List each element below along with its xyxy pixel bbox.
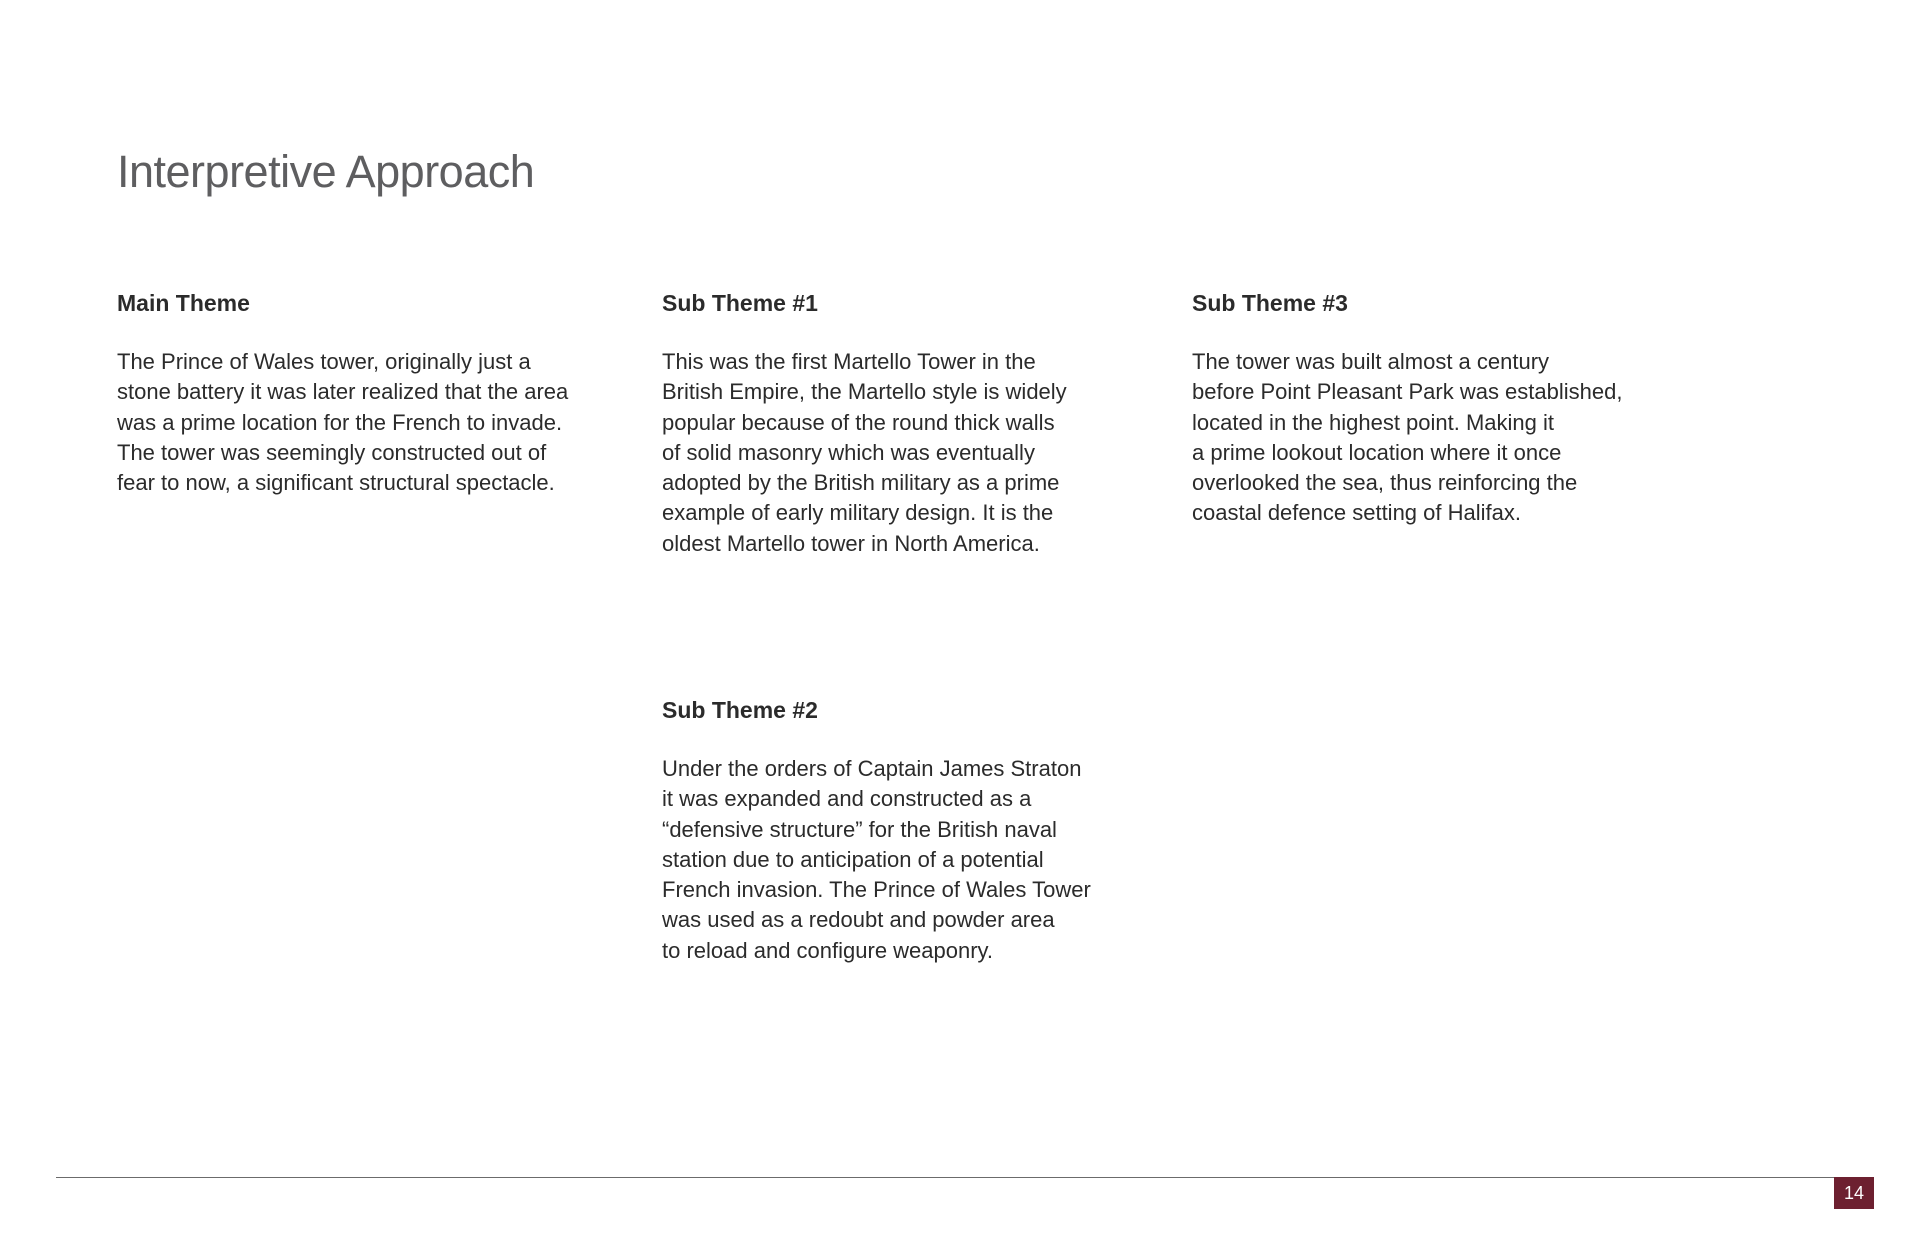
footer-divider — [56, 1177, 1872, 1178]
page-title: Interpretive Approach — [117, 146, 535, 197]
body-line: of solid masonry which was eventually — [662, 439, 1035, 465]
body-line: overlooked the sea, thus reinforcing the — [1192, 470, 1578, 496]
body-line: was used as a redoubt and powder area — [662, 907, 1055, 933]
body-line: Under the orders of Captain James Straton — [662, 756, 1082, 781]
sub-theme-3-heading: Sub Theme #3 — [1192, 290, 1348, 316]
sub-theme-2-body — [662, 754, 1091, 966]
body-line: French invasion. The Prince of Wales Tower — [662, 877, 1091, 903]
main-theme-heading: Main Theme — [117, 290, 250, 316]
main-theme-body — [117, 347, 568, 498]
body-line: adopted by the British military as a prime — [662, 470, 1060, 496]
body-line: was a prime location for the French to invade. — [117, 409, 563, 435]
body-line: it was expanded and constructed as a — [662, 786, 1032, 812]
body-line: a prime lookout location where it once — [1192, 439, 1562, 465]
sub-theme-3-section — [1192, 290, 1622, 529]
body-line: located in the highest point. Making it — [1192, 409, 1555, 435]
body-line: to reload and configure weaponry. — [662, 937, 994, 963]
body-line: example of early military design. It is the — [662, 500, 1054, 526]
body-line: oldest Martello tower in North America. — [662, 530, 1040, 556]
body-line: coastal defence setting of Halifax. — [1192, 500, 1521, 526]
body-line: British Empire, the Martello style is widely — [662, 379, 1067, 405]
sub-theme-2-section — [662, 697, 1091, 966]
body-line: The tower was built almost a century — [1192, 349, 1550, 374]
page-number-badge: 14 — [1834, 1177, 1874, 1209]
body-line: stone battery it was later realized that the area — [117, 379, 569, 405]
sub-theme-1-section — [662, 290, 1067, 559]
body-line: popular because of the round thick walls — [662, 409, 1055, 435]
main-theme-section — [117, 290, 568, 498]
body-line: The Prince of Wales tower, originally just a — [117, 349, 531, 374]
sub-theme-2-heading: Sub Theme #2 — [662, 697, 818, 723]
body-line: This was the first Martello Tower in the — [662, 349, 1036, 374]
sub-theme-1-heading: Sub Theme #1 — [662, 290, 818, 316]
body-line: fear to now, a significant structural spectacle. — [117, 470, 555, 496]
body-line: “defensive structure” for the British naval — [662, 816, 1057, 842]
sub-theme-1-body — [662, 347, 1067, 559]
sub-theme-3-body — [1192, 347, 1622, 529]
body-line: The tower was seemingly constructed out of — [117, 439, 547, 465]
body-line: station due to anticipation of a potential — [662, 846, 1044, 872]
body-line: before Point Pleasant Park was established, — [1192, 379, 1623, 405]
